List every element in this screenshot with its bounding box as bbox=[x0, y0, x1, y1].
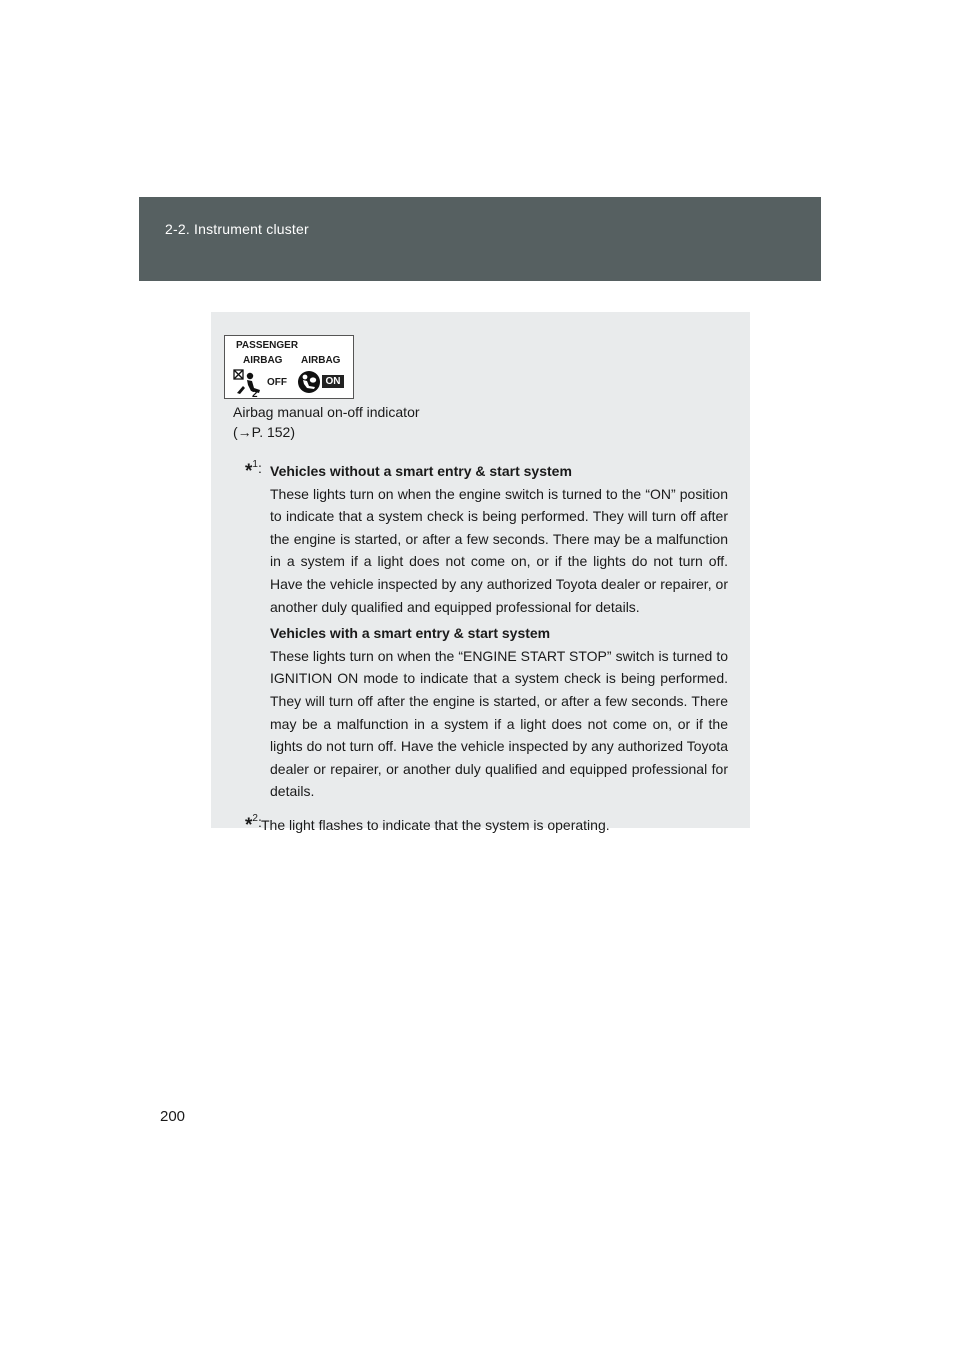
footnote-2-text: The light flashes to indicate that the system is operating. bbox=[261, 817, 610, 833]
section-title: 2-2. Instrument cluster bbox=[165, 221, 309, 237]
airbag-indicator-image bbox=[224, 335, 354, 399]
indicator-on-badge: ON bbox=[322, 375, 344, 388]
footnote-1-body bbox=[270, 460, 728, 803]
passenger-airbag-on-icon bbox=[297, 370, 321, 394]
indicator-off-label: OFF bbox=[267, 377, 287, 388]
footnote-1-text-without: These lights turn on when the engine switch is turned to the “ON” position to indicate that a system check is being performed. They will turn off after the engine is started, or after a few seconds. There may be a malfunction in a system if a light does not come on, or if the lights do not turn off. Have the vehicle inspected by any authorized Toyota dealer or repairer, or another duly qualified and equipped professional for details. bbox=[270, 485, 728, 615]
page-reference-link[interactable]: (→P. 152) bbox=[233, 424, 295, 440]
footnote-1-heading-with: Vehicles with a smart entry & start system bbox=[270, 625, 551, 642]
page-number: 200 bbox=[160, 1108, 186, 1125]
footnote-1-heading-without: Vehicles without a smart entry & start system bbox=[270, 463, 572, 479]
indicator-caption: Airbag manual on-off indicator bbox=[233, 404, 420, 420]
section-header-bar bbox=[139, 197, 821, 281]
passenger-airbag-off-icon bbox=[233, 369, 263, 397]
footnote-1-text-with: These lights turn on when the “ENGINE START STOP” switch is turned to IGNITION ON mode to indicate that a system check is being performed. They will turn off after the engine is started, or after a few seconds. There may be a malfunction in a system if a light does not come on, or if the lights do not turn off. Have the vehicle inspected by any authorized Toyota dealer or repairer, or another duly qualified and equipped professional for details. bbox=[270, 647, 728, 800]
svg-text:2: 2 bbox=[252, 389, 258, 397]
indicator-passenger-label: PASSENGER bbox=[236, 340, 299, 351]
indicator-airbag-off-label: AIRBAG bbox=[243, 355, 283, 366]
footnote-1-marker: *$^1$: bbox=[245, 459, 262, 482]
indicator-info-box bbox=[211, 312, 750, 836]
footnote-2-marker: *$^2$: bbox=[245, 813, 262, 836]
indicator-airbag-on-label: AIRBAG bbox=[301, 355, 341, 366]
